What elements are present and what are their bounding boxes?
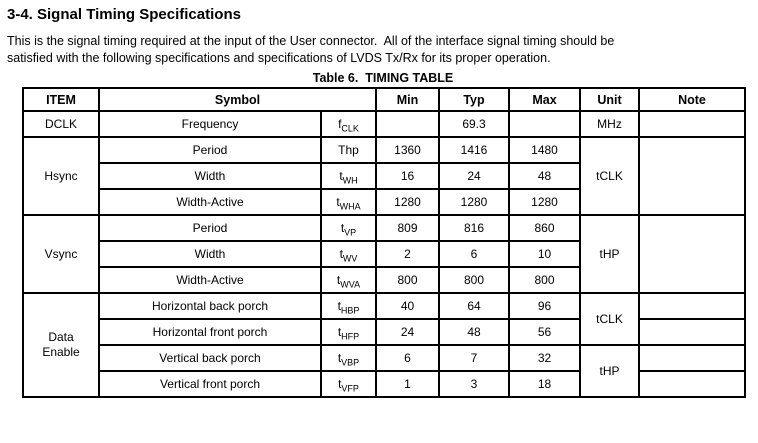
- cell-item: Hsync: [23, 137, 99, 215]
- cell-note: [639, 111, 745, 137]
- cell-unit: tCLK: [580, 293, 639, 345]
- cell-min: 1280: [376, 189, 439, 215]
- cell-min: 16: [376, 163, 439, 189]
- table-header-row: [23, 88, 745, 111]
- cell-max: 800: [509, 267, 580, 293]
- symbol-base: t: [337, 325, 342, 339]
- cell-max: [509, 111, 580, 137]
- cell-max: 10: [509, 241, 580, 267]
- header-typ: Typ: [439, 88, 509, 111]
- cell-param: Vertical front porch: [99, 371, 321, 397]
- cell-typ: 6: [439, 241, 509, 267]
- symbol-subscript: VFP: [341, 383, 359, 394]
- table-row: [23, 137, 745, 163]
- cell-max: 18: [509, 371, 580, 397]
- cell-unit: MHz: [580, 111, 639, 137]
- cell-max: 1480: [509, 137, 580, 163]
- symbol-base: t: [336, 273, 341, 287]
- header-item: ITEM: [23, 88, 99, 111]
- cell-symbol: [321, 111, 376, 137]
- intro-line-2: satisfied with the following specifications and specifications of LVDS Tx/Rx for its proper operation.: [7, 51, 551, 65]
- table-caption: Table 6. TIMING TABLE: [312, 71, 454, 85]
- symbol-base: t: [336, 195, 340, 209]
- cell-min: [376, 111, 439, 137]
- cell-symbol: [321, 163, 376, 189]
- symbol-subscript: WH: [342, 175, 358, 186]
- cell-max: 860: [509, 215, 580, 241]
- symbol-subscript: VBP: [341, 357, 360, 368]
- cell-note: [639, 345, 745, 371]
- cell-max: 96: [509, 293, 580, 319]
- symbol-subscript: WVA: [340, 279, 361, 290]
- cell-param: Horizontal back porch: [99, 293, 321, 319]
- table-row: [23, 345, 745, 371]
- cell-param: Width-Active: [99, 267, 321, 293]
- cell-param: Period: [99, 137, 321, 163]
- header-note: Note: [639, 88, 745, 111]
- symbol-subscript: CLK: [341, 123, 359, 134]
- table-row: [23, 111, 745, 137]
- symbol-subscript: WHA: [339, 201, 361, 212]
- cell-symbol: [321, 371, 376, 397]
- cell-typ: 816: [439, 215, 509, 241]
- timing-table: [22, 87, 746, 398]
- cell-symbol: [321, 345, 376, 371]
- symbol-base: f: [338, 117, 342, 131]
- symbol-subscript: VP: [344, 227, 357, 238]
- cell-min: 800: [376, 267, 439, 293]
- cell-max: 1280: [509, 189, 580, 215]
- cell-param: Vertical back porch: [99, 345, 321, 371]
- intro-line-1: This is the signal timing required at the input of the User connector. All of the interface signal timing should be: [7, 34, 615, 48]
- cell-typ: 1280: [439, 189, 509, 215]
- header-min: Min: [376, 88, 439, 111]
- cell-typ: 64: [439, 293, 509, 319]
- table-row: [23, 215, 745, 241]
- header-unit: Unit: [580, 88, 639, 111]
- cell-typ: 69.3: [439, 111, 509, 137]
- cell-symbol: [321, 215, 376, 241]
- intro-paragraph: [7, 33, 758, 67]
- cell-param: Width-Active: [99, 189, 321, 215]
- cell-note: [639, 371, 745, 397]
- cell-min: 809: [376, 215, 439, 241]
- cell-note: [639, 293, 745, 319]
- cell-min: 6: [376, 345, 439, 371]
- cell-typ: 800: [439, 267, 509, 293]
- cell-typ: 1416: [439, 137, 509, 163]
- item-label: Data Enable: [42, 330, 80, 359]
- cell-symbol: [321, 267, 376, 293]
- symbol-base: Thp: [338, 143, 359, 157]
- cell-max: 56: [509, 319, 580, 345]
- cell-typ: 48: [439, 319, 509, 345]
- cell-min: 1360: [376, 137, 439, 163]
- cell-note: [639, 319, 745, 345]
- cell-item: DCLK: [23, 111, 99, 137]
- cell-note: [639, 215, 745, 293]
- cell-max: 48: [509, 163, 580, 189]
- cell-typ: 7: [439, 345, 509, 371]
- cell-symbol: [321, 241, 376, 267]
- symbol-base: t: [337, 351, 342, 365]
- symbol-subscript: HBP: [340, 305, 360, 316]
- cell-unit: tCLK: [580, 137, 639, 215]
- cell-symbol: [321, 137, 376, 163]
- cell-symbol: [321, 293, 376, 319]
- document-page: [0, 6, 758, 443]
- symbol-base: t: [338, 377, 342, 391]
- cell-param: Width: [99, 241, 321, 267]
- cell-unit: tHP: [580, 215, 639, 293]
- symbol-base: t: [337, 299, 341, 313]
- cell-item: [23, 293, 99, 397]
- cell-min: 24: [376, 319, 439, 345]
- symbol-base: t: [339, 169, 343, 183]
- cell-item: Vsync: [23, 215, 99, 293]
- cell-max: 32: [509, 345, 580, 371]
- cell-note: [639, 137, 745, 215]
- symbol-base: t: [340, 221, 345, 235]
- cell-param: Period: [99, 215, 321, 241]
- cell-min: 2: [376, 241, 439, 267]
- symbol-base: t: [339, 247, 343, 261]
- symbol-subscript: HFP: [341, 331, 360, 342]
- section-heading: 3-4. Signal Timing Specifications: [7, 6, 241, 23]
- cell-param: Horizontal front porch: [99, 319, 321, 345]
- cell-param: Frequency: [99, 111, 321, 137]
- cell-unit: tHP: [580, 345, 639, 397]
- header-max: Max: [509, 88, 580, 111]
- cell-min: 40: [376, 293, 439, 319]
- cell-symbol: [321, 319, 376, 345]
- table-row: [23, 293, 745, 319]
- cell-param: Width: [99, 163, 321, 189]
- symbol-subscript: WV: [342, 253, 358, 264]
- cell-min: 1: [376, 371, 439, 397]
- cell-symbol: [321, 189, 376, 215]
- header-symbol: Symbol: [99, 88, 376, 111]
- cell-typ: 3: [439, 371, 509, 397]
- cell-typ: 24: [439, 163, 509, 189]
